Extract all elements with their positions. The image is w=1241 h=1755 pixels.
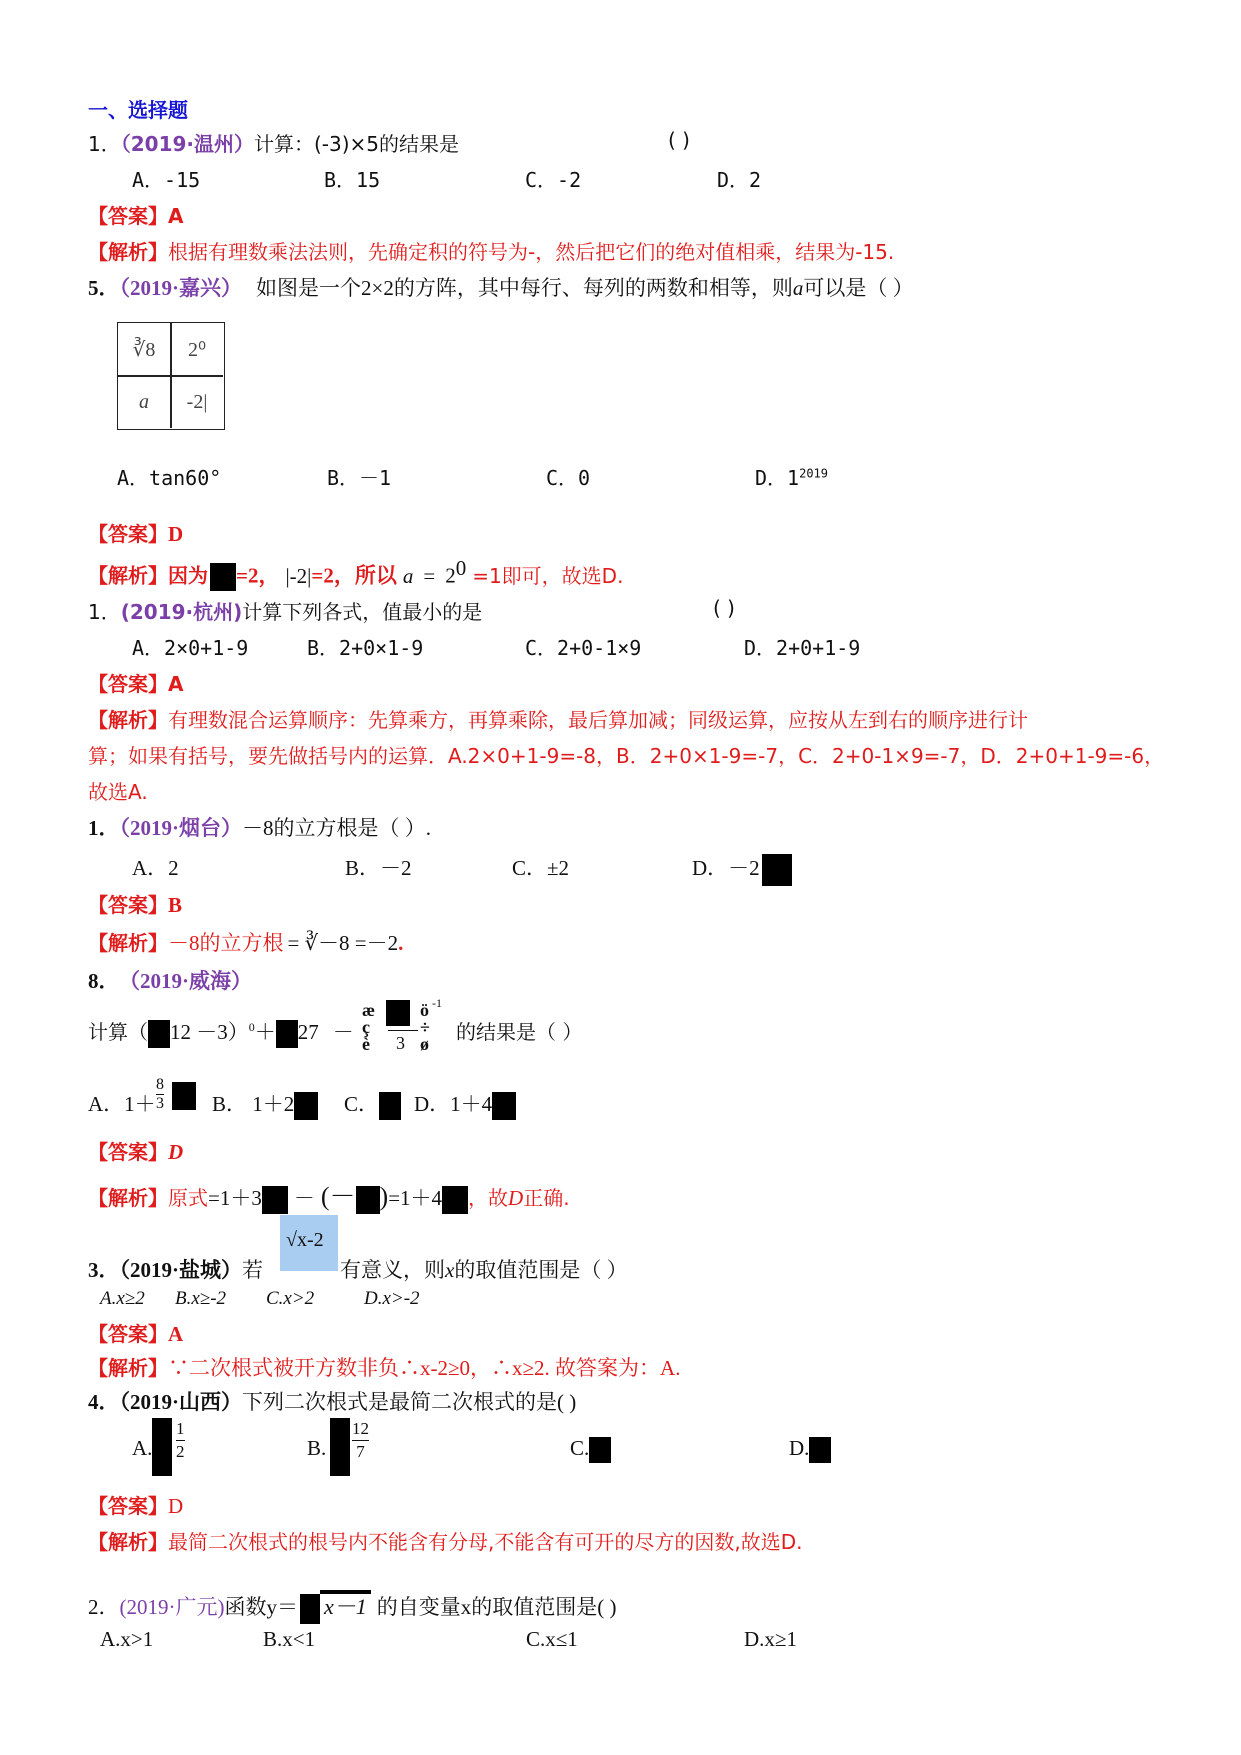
answer-value: B xyxy=(168,893,183,917)
explanation-line xyxy=(88,1176,570,1214)
explanation-line xyxy=(88,704,1028,733)
variable-x: x xyxy=(445,1258,455,1282)
radical-glyph-icon xyxy=(492,1092,516,1120)
question-source: （2019·嘉兴） xyxy=(119,276,243,300)
question-8-expression xyxy=(88,1016,354,1048)
option-c: C.x>2 xyxy=(266,1288,315,1309)
radicand: 27 xyxy=(297,1020,319,1044)
question-number: 1． xyxy=(88,600,121,624)
option-a xyxy=(88,1088,156,1118)
question-text-tail: 可以是（ ） xyxy=(803,276,914,300)
option-d: D.x>-2 xyxy=(364,1288,420,1309)
explanation-text: . xyxy=(398,931,404,955)
question-8-weihai xyxy=(88,965,252,995)
question-text: －8的立方根是（ ）. xyxy=(242,816,432,840)
option-c: C．-2 xyxy=(525,168,582,192)
question-text-tail: 的结果是（ ） xyxy=(456,1020,583,1044)
answer-line xyxy=(88,889,182,918)
bracket-mid: ÷ xyxy=(420,1017,430,1037)
answer-tag: 【答案】 xyxy=(88,893,168,917)
expression-text: =1＋4 xyxy=(388,1186,443,1210)
explanation-line-2: 算；如果有括号，要先做括号内的运算．A.2×0+1-9=-8，B．2+0×1-9=-7，C．2+0-1×9=-7，D．2+0+1-9=-6， xyxy=(88,744,1165,768)
minus-sign: － xyxy=(332,1020,354,1044)
radical-glyph-icon xyxy=(330,1418,350,1476)
question-text: 函数y＝ xyxy=(224,1595,298,1619)
question-number: 2． xyxy=(88,1595,120,1619)
option-c-text: C． xyxy=(344,1092,380,1116)
matrix-cell-a: a xyxy=(139,390,149,413)
question-text: 下列二次根式是最简二次根式的是( ) xyxy=(242,1390,577,1414)
radical-glyph-icon xyxy=(379,1092,401,1120)
option-d xyxy=(414,1088,516,1120)
question-text: 计算：(-3)×5的结果是 xyxy=(254,132,460,156)
question-text: 若 xyxy=(242,1258,264,1282)
answer-line xyxy=(88,518,183,547)
radical-glyph-icon xyxy=(762,854,792,886)
section-title: 一、选择题 xyxy=(88,98,188,122)
answer-line xyxy=(88,1490,183,1519)
option-b: B．－2 xyxy=(345,856,412,880)
option-d xyxy=(755,462,828,491)
fraction-denominator: 3 xyxy=(396,1033,405,1053)
explanation-line xyxy=(88,556,623,591)
fraction-denominator: 3 xyxy=(156,1095,164,1112)
option-d xyxy=(789,1436,831,1463)
question-source: (2019·广元) xyxy=(119,1595,225,1619)
fraction-sqrt3-over-3 xyxy=(386,1000,410,1026)
option-a-fraction xyxy=(176,1418,185,1463)
matrix-cell-neg2: -2| xyxy=(186,390,208,413)
question-1-hangzhou xyxy=(88,596,482,625)
radical-glyph-icon xyxy=(276,1020,298,1048)
bracket-top: ö xyxy=(420,1000,429,1020)
fraction-denominator: 2 xyxy=(176,1442,185,1461)
question-source: （2019·山西） xyxy=(119,1390,243,1414)
answer-value: D xyxy=(168,522,184,546)
question-text: 有意义，则 xyxy=(340,1258,445,1282)
option-b-radical xyxy=(330,1418,350,1476)
answer-value: A xyxy=(168,204,184,228)
explanation-line xyxy=(88,1352,680,1382)
option-a-radical xyxy=(152,1418,172,1476)
explanation-text: －8的立方根 xyxy=(168,931,284,955)
option-b-text: B． 1＋2 xyxy=(212,1092,295,1116)
option-a: A．-15 xyxy=(132,168,201,192)
option-a-fraction xyxy=(156,1076,164,1113)
option-b: B. xyxy=(307,1436,327,1460)
matrix-cell-cbrt8: ∛8 xyxy=(132,338,156,361)
highlighted-radical xyxy=(280,1215,338,1271)
question-text: 的取值范围是（ ） xyxy=(454,1258,628,1282)
explanation-text: =2， xyxy=(236,563,280,588)
radical-glyph-icon xyxy=(210,563,236,591)
explanation-text: =2，所以 xyxy=(311,563,397,588)
option-c xyxy=(570,1436,611,1463)
answer-value: D xyxy=(168,1140,184,1164)
fraction-bar xyxy=(388,1030,418,1031)
option-c-text: C. xyxy=(570,1436,590,1460)
option-d xyxy=(692,852,792,886)
explanation-tag: 【解析】 xyxy=(88,1356,168,1380)
explanation-text: D xyxy=(508,1186,524,1210)
answer-value: A xyxy=(168,672,184,696)
expression-text: ) xyxy=(379,1182,389,1211)
explanation-text: 有理数混合运算顺序：先算乘方，再算乘除，最后算加减；同级运算，应按从左到右的顺序进行计 xyxy=(168,708,1028,732)
option-a: A．2 xyxy=(132,856,179,880)
answer-tag: 【答案】 xyxy=(88,672,168,696)
question-number: 8． xyxy=(88,969,120,993)
power-base: 2 xyxy=(445,563,456,588)
question-text: 如图是一个2×2的方阵，其中每行、每列的两数和相等，则 xyxy=(256,276,793,300)
radical-glyph-icon xyxy=(386,1000,410,1026)
option-a: A．tan60° xyxy=(117,466,222,490)
option-d-exponent: 2019 xyxy=(799,466,828,481)
exponent-neg1: -1 xyxy=(432,996,442,1010)
option-c: C.x≤1 xyxy=(526,1627,578,1651)
matrix-figure xyxy=(117,322,225,430)
answer-line xyxy=(88,1136,183,1165)
answer-value: D xyxy=(168,1494,184,1518)
answer-line xyxy=(88,668,183,697)
answer-tag: 【答案】 xyxy=(88,1322,168,1346)
explanation-line xyxy=(88,236,894,265)
option-d-text: D．－2 xyxy=(692,856,760,880)
cube-root-expression: = ∛－8 =－2 xyxy=(287,931,399,955)
explanation-line xyxy=(88,927,403,957)
explanation-text: 正确. xyxy=(523,1186,570,1210)
question-text-tail xyxy=(340,1254,628,1284)
question-1-wenzhou xyxy=(88,128,459,157)
explanation-text: 因为 xyxy=(168,563,208,588)
radical-glyph-icon xyxy=(589,1437,611,1463)
question-number: 1． xyxy=(88,816,120,840)
question-number: 3． xyxy=(88,1258,120,1282)
expression-text: =1＋3 xyxy=(208,1186,262,1210)
explanation-line xyxy=(88,1526,802,1555)
option-c: C．2+0-1×9 xyxy=(525,636,642,660)
question-1-yantai xyxy=(88,812,431,842)
explanation-text: ，故 xyxy=(468,1186,509,1210)
expression-text: 12 －3） xyxy=(170,1020,249,1044)
radical-glyph-icon xyxy=(356,1186,380,1214)
answer-paren: ( ) xyxy=(713,596,735,620)
question-source: （2019·烟台） xyxy=(119,816,243,840)
option-c xyxy=(344,1088,401,1120)
answer-tag: 【答案】 xyxy=(88,204,168,228)
plus-sign: ＋ xyxy=(254,1020,276,1044)
fraction-numerator: 12 xyxy=(352,1419,369,1438)
option-a: A．2×0+1-9 xyxy=(132,636,249,660)
question-source: （2019·温州） xyxy=(120,132,254,156)
answer-tag: 【答案】 xyxy=(88,1494,168,1518)
answer-value: A xyxy=(168,1322,184,1346)
fraction-numerator: 8 xyxy=(156,1076,164,1093)
expression-text: 计算（ xyxy=(88,1020,148,1044)
option-d: D．2+0+1-9 xyxy=(744,636,861,660)
bracket-left xyxy=(362,1002,375,1053)
option-a: A.x≥2 xyxy=(100,1288,145,1309)
fraction-denominator: 7 xyxy=(352,1440,369,1463)
question-source: （2019·盐城） xyxy=(119,1258,243,1282)
option-b: B．2+0×1-9 xyxy=(307,636,424,660)
radical-glyph-icon xyxy=(809,1437,831,1463)
radical-glyph-icon xyxy=(442,1186,468,1214)
explanation-tag: 【解析】 xyxy=(88,240,168,264)
radicand: x－1 xyxy=(320,1590,371,1619)
equals-sign: = xyxy=(423,563,436,588)
explanation-tag: 【解析】 xyxy=(88,1530,168,1554)
question-text: 计算下列各式，值最小的是 xyxy=(242,600,483,624)
option-a: A.x>1 xyxy=(100,1627,154,1651)
matrix-cell-2pow0: 2⁰ xyxy=(187,338,207,361)
question-5-jiaxing xyxy=(88,272,914,302)
option-d: D．2 xyxy=(717,168,762,192)
explanation-line-3: 故选A. xyxy=(88,780,148,804)
option-b: B．15 xyxy=(324,168,381,192)
question-number: 4． xyxy=(88,1390,120,1414)
option-d-text: D．1＋4 xyxy=(414,1092,493,1116)
question-number: 1． xyxy=(88,132,121,156)
option-b-fraction xyxy=(352,1418,369,1463)
radical-glyph-icon xyxy=(300,1594,320,1624)
radical-glyph-icon xyxy=(172,1082,196,1110)
explanation-text: ∵二次根式被开方数非负∴x-2≥0，∴x≥2. 故答案为：A. xyxy=(168,1356,681,1380)
variable-a: a xyxy=(402,563,414,588)
explanation-tag: 【解析】 xyxy=(88,708,168,732)
expression-text: (－ xyxy=(320,1182,356,1211)
explanation-text: 根据有理数乘法法则，先确定积的符号为-，然后把它们的绝对值相乘，结果为-15. xyxy=(168,240,895,264)
option-b: B.x<1 xyxy=(263,1627,316,1651)
option-c: C．0 xyxy=(546,466,591,490)
option-a: A. xyxy=(132,1436,153,1460)
question-3-yancheng xyxy=(88,1254,263,1284)
answer-line xyxy=(88,200,183,229)
answer-paren: ( ) xyxy=(668,128,690,152)
minus-sign: － xyxy=(293,1186,315,1210)
bracket-top: æ xyxy=(362,1000,375,1020)
radical-glyph-icon xyxy=(148,1020,170,1048)
option-b: B.x≥-2 xyxy=(175,1288,227,1309)
answer-line xyxy=(88,1318,183,1347)
radical-glyph-icon xyxy=(152,1418,172,1476)
option-d-text: D. xyxy=(789,1436,810,1460)
question-source: （2019·威海） xyxy=(129,969,253,993)
question-text-tail: 的自变量x的取值范围是( ) xyxy=(376,1595,617,1619)
question-2-guangyuan xyxy=(88,1590,617,1624)
question-4-shanxi xyxy=(88,1386,576,1416)
bracket-bottom: ø xyxy=(420,1034,429,1054)
option-a-text: A．1＋ xyxy=(88,1092,156,1116)
question-source: (2019·杭州) xyxy=(120,600,243,624)
explanation-tag: 【解析】 xyxy=(88,563,168,588)
radical-glyph-icon xyxy=(262,1186,288,1214)
option-b: B．－1 xyxy=(327,466,392,490)
option-b xyxy=(212,1088,318,1120)
explanation-text: =1即可，故选D. xyxy=(472,563,624,588)
bracket-right xyxy=(420,1002,430,1053)
radical-expression: √x-2 xyxy=(286,1229,324,1251)
option-d: D.x≥1 xyxy=(744,1627,797,1651)
explanation-text: 最简二次根式的根号内不能含有分母,不能含有可开的尽方的因数,故选D. xyxy=(168,1530,803,1554)
radical-glyph-icon xyxy=(294,1092,318,1120)
fraction-numerator: 1 xyxy=(176,1419,185,1438)
option-c: C．±2 xyxy=(512,856,570,880)
answer-tag: 【答案】 xyxy=(88,1140,168,1164)
bracket-mid: ç xyxy=(362,1017,370,1037)
option-a-radical xyxy=(172,1082,196,1110)
bracket-bottom: è xyxy=(362,1034,370,1054)
option-d-base: D．1 xyxy=(755,466,800,490)
explanation-tag: 【解析】 xyxy=(88,1186,168,1210)
abs-value: |-2| xyxy=(285,563,312,588)
exponent-zero: 0 xyxy=(248,1020,255,1034)
power-exponent: 0 xyxy=(455,556,467,580)
explanation-tag: 【解析】 xyxy=(88,931,168,955)
question-number: 5． xyxy=(88,276,120,300)
explanation-text: 原式 xyxy=(168,1186,208,1210)
answer-tag: 【答案】 xyxy=(88,522,168,546)
variable-a: a xyxy=(792,276,804,300)
